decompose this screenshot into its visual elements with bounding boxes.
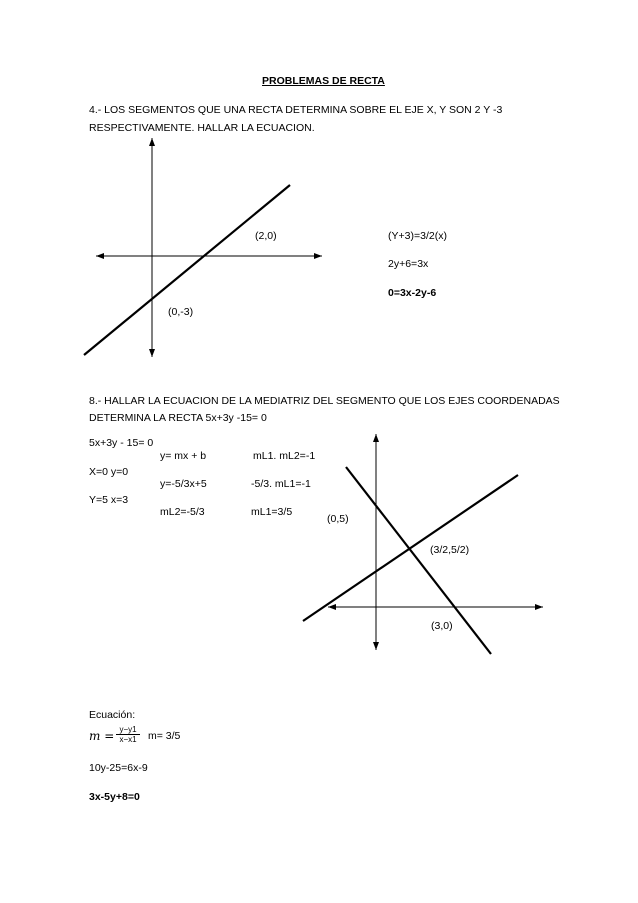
equation-step: 10y-25=6x-9 (89, 762, 148, 774)
problem8-col1-line2: X=0 y=0 (89, 466, 129, 478)
problem8-y-axis-arrow-bottom (373, 642, 379, 650)
problem4-label-point-x: (2,0) (255, 230, 277, 242)
problem4-statement-line1: 4.- LOS SEGMENTOS QUE UNA RECTA DETERMINA SOBRE EL EJE X, Y SON 2 Y -3 (89, 104, 503, 116)
problem8-statement-line2: DETERMINA LA RECTA 5x+3y -15= 0 (89, 412, 267, 424)
problem8-x-axis-arrow-right (535, 604, 543, 610)
problem8-result: 3x-5y+8=0 (89, 791, 140, 803)
problem8-col2-line1: y= mx + b (160, 450, 207, 462)
problem8-label-midpoint: (3/2,5/2) (430, 544, 470, 556)
slope-fraction-numerator: y−y1 (119, 725, 137, 734)
problem8-col3-line2: -5/3. mL1=-1 (251, 478, 311, 490)
problem8-col1-line3: Y=5 x=3 (89, 494, 129, 506)
problem4-label-point-y: (0,-3) (168, 306, 194, 318)
slope-fraction (116, 725, 140, 744)
problem8-col2-line3: mL2=-5/3 (160, 506, 205, 518)
problem8-y-axis-arrow-top (373, 434, 379, 442)
problem8-segment-line (346, 467, 491, 654)
slope-value: m= 3/5 (148, 730, 181, 742)
equation-heading: Ecuación: (89, 709, 136, 721)
page-title: PROBLEMAS DE RECTA (262, 75, 385, 87)
problem8-statement-line1: 8.- HALLAR LA ECUACION DE LA MEDIATRIZ DEL SEGMENTO QUE LOS EJES COORDENADAS (89, 395, 560, 407)
problem8-x-axis-arrow-left (328, 604, 336, 610)
problem4-work-line1: (Y+3)=3/2(x) (388, 230, 447, 242)
problem8-bisector-line (303, 475, 518, 621)
problem8-label-p30: (3,0) (431, 620, 453, 632)
problem4-work-line2: 2y+6=3x (388, 258, 429, 270)
problem8-col3-line1: mL1. mL2=-1 (253, 450, 316, 462)
problem8-col3-line3: mL1=3/5 (251, 506, 293, 518)
slope-symbol: m = (89, 729, 115, 743)
problem8-col2-line2: y=-5/3x+5 (160, 478, 207, 490)
problem4-result: 0=3x-2y-6 (388, 287, 437, 299)
slope-fraction-denominator: x−x1 (116, 734, 140, 744)
problem8-col1-line1: 5x+3y - 15= 0 (89, 437, 154, 449)
problem4-statement-line2: RESPECTIVAMENTE. HALLAR LA ECUACION. (89, 122, 315, 134)
problem8-label-p05: (0,5) (327, 513, 349, 525)
